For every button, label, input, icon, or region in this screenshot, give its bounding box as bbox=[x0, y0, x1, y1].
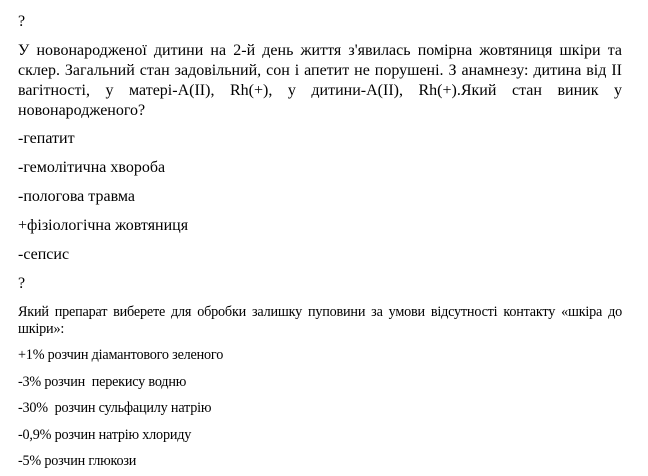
stem-line: У новонародженої дитини на 2-й день життя з'явилась помірна жовтяниця шкіри та bbox=[18, 42, 622, 59]
answer-option: -гемолітична хвороба bbox=[18, 159, 166, 176]
answer-option: -сепсис bbox=[18, 246, 70, 263]
answer-option: -0,9% розчин натрію хлориду bbox=[18, 427, 192, 443]
answer-option: -5% розчин глюкози bbox=[18, 453, 137, 469]
answer-option-correct: +1% розчин діамантового зеленого bbox=[18, 347, 224, 363]
answer-option: -3% розчин перекису водню bbox=[18, 374, 187, 390]
stem-line: новонародженого? bbox=[18, 102, 146, 119]
answer-option-correct: +фізіологічна жовтяниця bbox=[18, 217, 189, 234]
answer-option: -30% розчин сульфацилу натрію bbox=[18, 400, 212, 416]
answer-option: -гепатит bbox=[18, 130, 75, 147]
stem-line: шкіри»: bbox=[18, 321, 65, 337]
question-marker: ? bbox=[18, 13, 26, 30]
question-stem bbox=[18, 304, 622, 338]
question-stem bbox=[18, 41, 622, 121]
question-marker: ? bbox=[18, 275, 26, 292]
stem-line: Який препарат виберете для обробки залишку пуповини за умови відсутності контакту «шкіра до bbox=[18, 304, 622, 320]
stem-line: вагітності, у матері-А(ІІ), Rh(+), у дитини-А(ІІ), Rh(+).Який стан виник у bbox=[18, 82, 622, 99]
stem-line: склер. Загальний стан задовільний, сон і апетит не порушені. З анамнезу: дитина від ІІ bbox=[18, 62, 622, 79]
answer-option: -пологова травма bbox=[18, 188, 135, 205]
